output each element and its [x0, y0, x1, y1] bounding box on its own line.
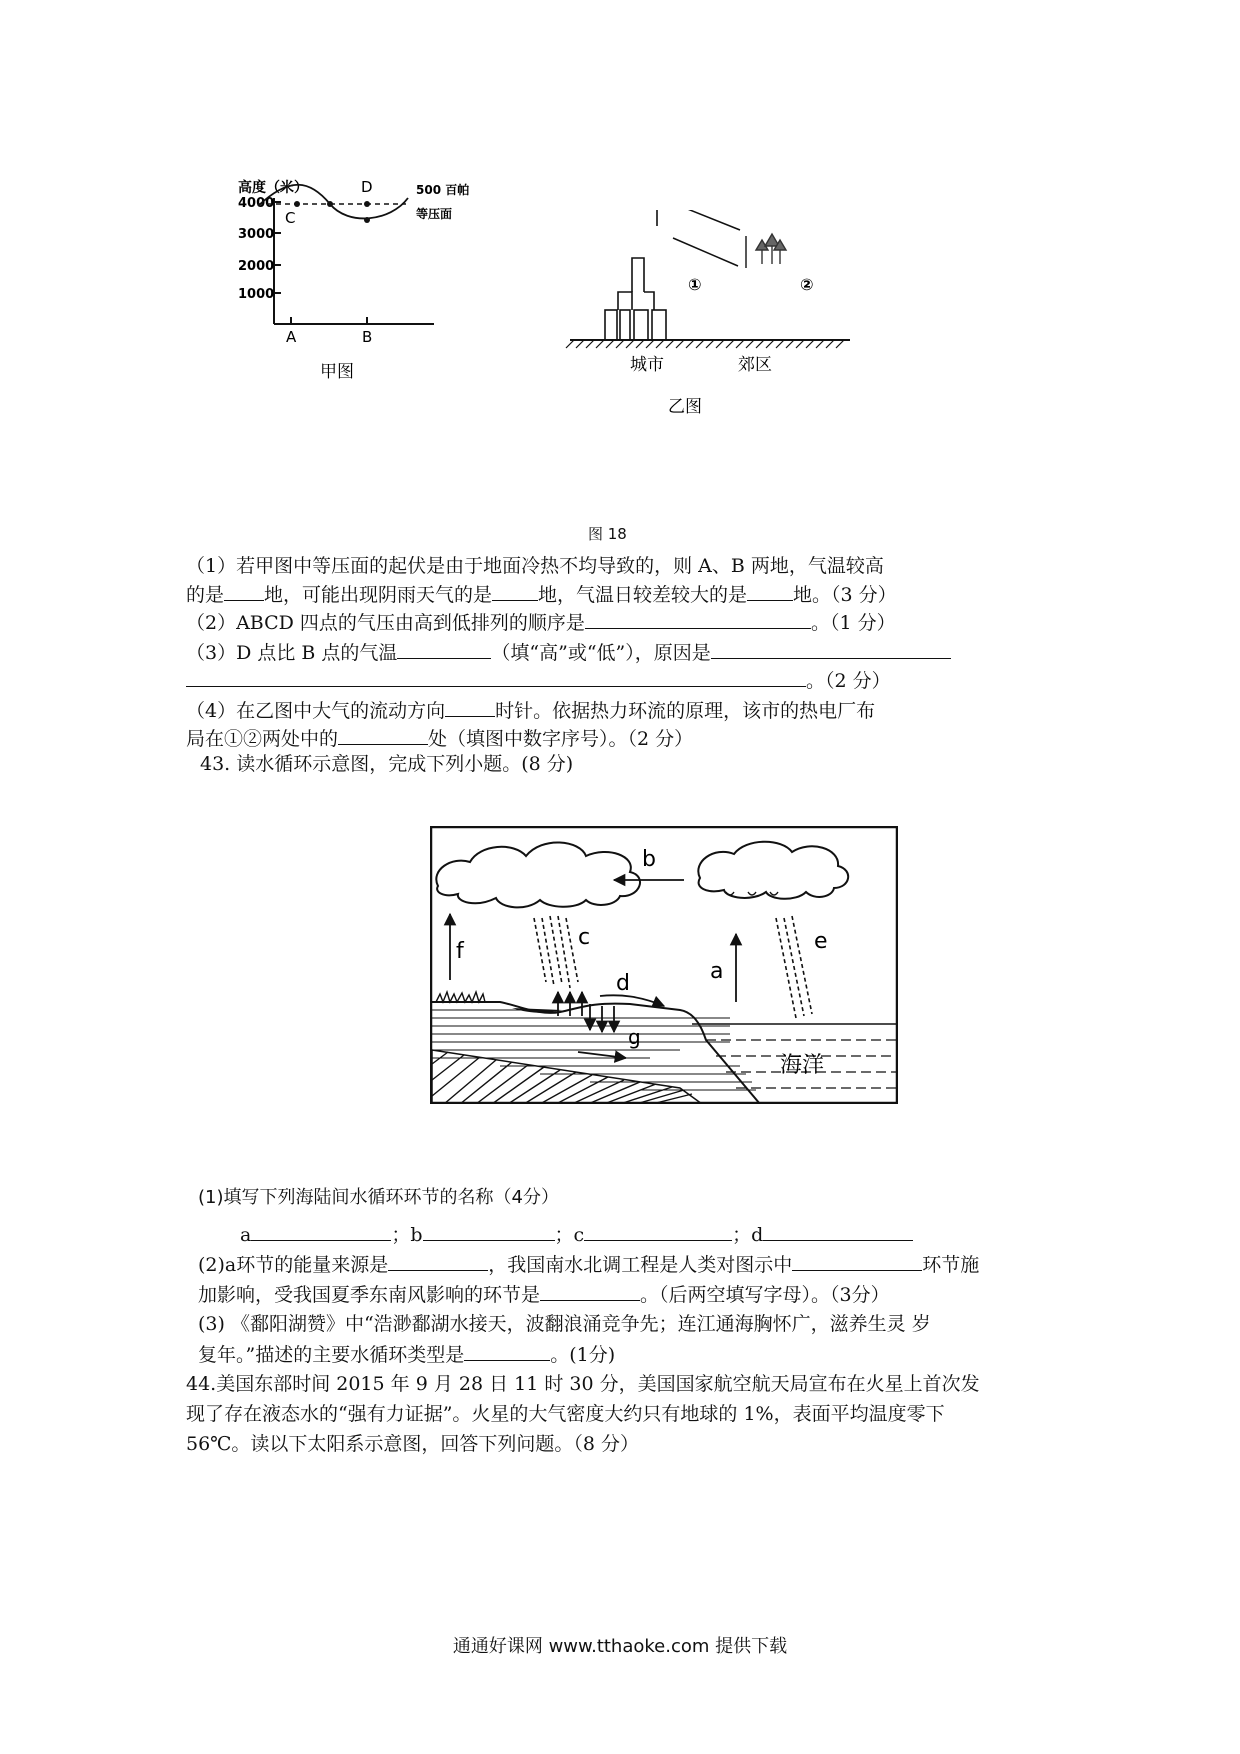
jia-point-c-dot	[294, 201, 300, 207]
label-e: e	[814, 929, 828, 954]
water-cycle-diagram	[430, 826, 898, 1104]
q42-part1-line1: （1）若甲图中等压面的起伏是由于地面冷热不均导致的，则 A、B 两地，气温较高	[186, 555, 884, 577]
jia-point-c: C	[285, 209, 296, 227]
answer-blank[interactable]	[445, 696, 495, 717]
yi-label-2: ②	[800, 275, 814, 294]
jia-ylabel: 高度（米）	[238, 180, 308, 196]
jia-point-d: D	[361, 178, 373, 196]
q43-part2-line1: (2)a环节的能量来源是 ，我国南水北调工程是人类对图示中 环节施	[198, 1250, 1078, 1279]
jia-ytick-label: 4000	[238, 196, 275, 211]
page-footer: 通通好课网 www.tthaoke.com 提供下载	[452, 1636, 788, 1657]
q42-part4-line2: 局在①②两处中的 处（填图中数字序号）。（2 分）	[186, 724, 1066, 753]
answer-blank[interactable]	[584, 1220, 732, 1241]
answer-blank[interactable]	[492, 580, 538, 601]
q43-title: 43. 读水循环示意图，完成下列小题。(8 分)	[200, 753, 574, 775]
q44-line3: 56℃。读以下太阳系示意图，回答下列问题。（8 分）	[186, 1433, 640, 1455]
label-d: d	[616, 971, 630, 996]
yi-ground-hatch	[566, 340, 844, 348]
q42-part4-line1: （4）在乙图中大气的流动方向 时针。依据热力环流的原理，该市的热电厂布	[186, 696, 1066, 725]
jia-isobar-label-1: 500 百帕	[416, 183, 470, 197]
label-c: c	[578, 925, 591, 950]
answer-blank[interactable]	[464, 1340, 550, 1361]
yi-city: 城市	[630, 355, 664, 375]
answer-blank[interactable]	[186, 666, 806, 687]
answer-blank[interactable]	[423, 1220, 555, 1241]
jia-ytick-label: 3000	[238, 227, 275, 242]
jia-point-d-dot	[364, 201, 370, 207]
jia-caption: 甲图	[320, 362, 354, 382]
answer-blank[interactable]	[224, 580, 264, 601]
yi-label-1: ①	[688, 275, 702, 294]
label-ocean: 海洋	[780, 1053, 825, 1078]
jia-ytick-label: 1000	[238, 287, 275, 302]
jia-xtick-label: B	[362, 328, 373, 346]
answer-blank[interactable]	[792, 1250, 922, 1271]
figure-yi	[560, 210, 860, 430]
jia-ytick-label: 2000	[238, 259, 275, 274]
answer-blank[interactable]	[585, 608, 811, 629]
label-g: g	[628, 1025, 641, 1049]
label-a: a	[710, 959, 724, 984]
q43-part1-title: (1)填写下列海陆间水循环环节的名称（4分）	[198, 1187, 559, 1208]
yi-suburb-trees	[746, 234, 786, 268]
yi-suburb: 郊区	[738, 355, 772, 375]
answer-blank[interactable]	[763, 1220, 913, 1241]
jia-xtick-label: A	[286, 328, 297, 346]
q43-part2-line2: 加影响，受我国夏季东南风影响的环节是 。（后两空填写字母）。（3分）	[198, 1280, 1078, 1309]
q44-line1: 44.美国东部时间 2015 年 9 月 28 日 11 时 30 分，美国国家航空航天局宣布在火星上首次发	[186, 1373, 980, 1395]
figure-jia	[230, 170, 490, 430]
yi-lower-flow-line	[673, 238, 738, 266]
q43-part3-line2: 复年。”描述的主要水循环类型是 。(1分)	[198, 1340, 1078, 1369]
answer-blank[interactable]	[747, 580, 793, 601]
label-f: f	[456, 939, 464, 964]
jia-point-mid-dot	[327, 201, 333, 207]
q42-part3-line1: （3）D 点比 B 点的气温 （填“高”或“低”），原因是	[186, 638, 1066, 667]
yi-upper-flow-line	[675, 210, 740, 230]
answer-blank[interactable]	[388, 1250, 488, 1271]
jia-isobar-label-2: 等压面	[416, 207, 453, 221]
answer-blank[interactable]	[338, 724, 428, 745]
figure-caption: 图 18	[588, 525, 627, 543]
q42-part3-line2: 。（2 分）	[186, 666, 1066, 695]
q42-part1-line2: 的是 地，可能出现阴雨天气的是 地，气温日较差较大的是 地。（3 分）	[186, 580, 1066, 609]
jia-point-b-dot	[364, 217, 370, 223]
q43-part1-blanks: a ；b ；c ；d	[240, 1220, 1120, 1249]
answer-blank[interactable]	[711, 638, 951, 659]
answer-blank[interactable]	[397, 638, 491, 659]
q44-line2: 现了存在液态水的“强有力证据”。火星的大气密度大约只有地球的 1%，表面平均温度零下	[186, 1403, 945, 1425]
q43-part3-line1: (3) 《鄱阳湖赞》中“浩渺鄱湖水接天，波翻浪涌竞争先；连江通海胸怀广，滋养生灵 岁	[198, 1313, 931, 1335]
q42-part2: （2）ABCD 四点的气压由高到低排列的顺序是 。（1 分）	[186, 608, 1066, 637]
yi-city-buildings	[605, 210, 666, 340]
yi-caption: 乙图	[668, 397, 702, 417]
answer-blank[interactable]	[540, 1280, 640, 1301]
label-b: b	[642, 847, 656, 872]
answer-blank[interactable]	[251, 1220, 391, 1241]
